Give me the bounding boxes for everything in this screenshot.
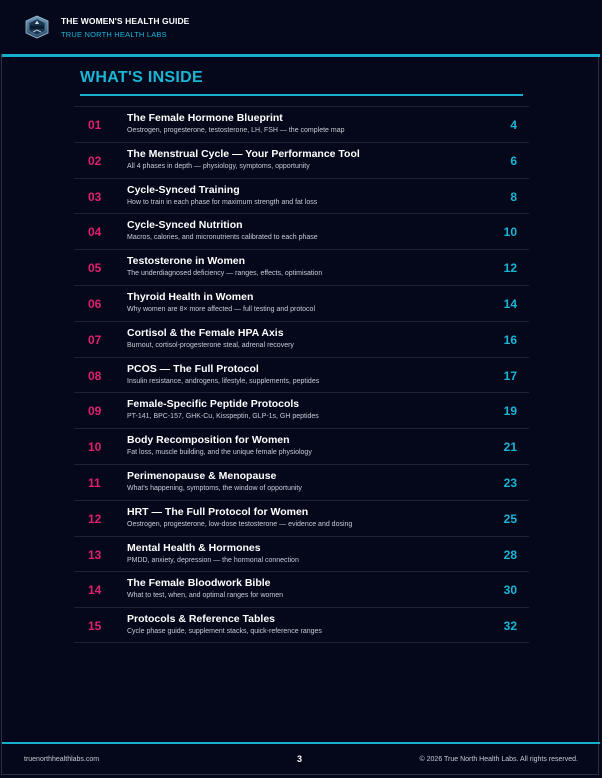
toc-chapter-description: Macros, calories, and micronutrients calibrated to each phase [127, 234, 318, 242]
toc-chapter-description: Cycle phase guide, supplement stacks, quick-reference ranges [127, 628, 322, 636]
toc-page-number: 23 [503, 475, 517, 490]
toc-row[interactable] [74, 321, 529, 357]
toc-page-number: 30 [503, 583, 517, 598]
toc-chapter-title: The Female Hormone Blueprint [127, 112, 283, 124]
toc-page-number: 25 [503, 511, 517, 526]
toc-row[interactable] [74, 285, 529, 321]
toc-chapter-description: Why women are 8× more affected — full testing and protocol [127, 305, 315, 313]
toc-page-number: 21 [503, 440, 517, 455]
footer-website: truenorthhealthlabs.com [24, 756, 100, 763]
toc-page-number: 12 [503, 261, 517, 276]
toc-row[interactable] [74, 178, 529, 214]
toc-chapter-title: Perimenopause & Menopause [127, 469, 277, 482]
toc-page-number: 8 [510, 189, 517, 204]
toc-page-number: 17 [503, 368, 517, 383]
toc-chapter-number: 01 [88, 118, 102, 132]
toc-chapter-number: 15 [88, 619, 102, 634]
toc-page-number: 28 [503, 547, 517, 562]
toc-page-number: 19 [503, 404, 517, 419]
toc-chapter-description: What's happening, symptoms, the window of opportunity [127, 484, 302, 492]
toc-chapter-description: Insulin resistance, androgens, lifestyle, supplements, peptides [127, 377, 320, 385]
toc-chapter-title: Cycle-Synced Training [127, 183, 240, 196]
guide-title: THE WOMEN'S HEALTH GUIDE [61, 16, 190, 26]
toc-page-number: 6 [510, 153, 517, 168]
toc-chapter-number: 13 [88, 547, 102, 562]
toc-title: WHAT'S INSIDE [80, 69, 203, 86]
toc-title-divider [80, 94, 523, 96]
toc-row[interactable] [74, 464, 529, 500]
footer-copyright: © 2026 True North Health Labs. All rights reserved. [419, 756, 578, 763]
toc-chapter-number: 12 [88, 511, 102, 526]
toc-chapter-description: Burnout, cortisol-progesterone steal, adrenal recovery [127, 341, 294, 349]
toc-row[interactable] [74, 249, 529, 285]
toc-row[interactable] [74, 428, 529, 464]
toc-row[interactable] [74, 571, 529, 607]
toc-chapter-description: PT-141, BPC-157, GHK-Cu, Kisspeptin, GLP-1s, GH peptides [127, 413, 319, 421]
toc-chapter-title: The Female Bloodwork Bible [127, 577, 271, 590]
header-divider [2, 54, 600, 57]
toc-chapter-number: 08 [88, 368, 102, 383]
toc-chapter-description: Oestrogen, progesterone, testosterone, LH, FSH — the complete map [127, 127, 345, 134]
toc-chapter-number: 10 [88, 440, 102, 455]
toc-page-number: 16 [503, 332, 517, 347]
toc-chapter-title: The Menstrual Cycle — Your Performance Tool [127, 147, 360, 160]
toc-row[interactable] [74, 536, 529, 572]
toc-chapter-number: 07 [88, 332, 102, 347]
toc-chapter-title: Protocols & Reference Tables [127, 613, 276, 626]
toc-page-number: 4 [510, 118, 517, 132]
toc-chapter-number: 14 [88, 583, 102, 598]
toc-chapter-description: Oestrogen, progesterone, low-dose testosterone — evidence and dosing [127, 520, 353, 528]
toc-page-number: 14 [503, 296, 517, 311]
toc-chapter-number: 11 [88, 475, 101, 490]
toc-chapter-title: Body Recomposition for Women [127, 434, 290, 447]
toc-chapter-title: Testosterone in Women [127, 255, 246, 268]
toc-row[interactable] [74, 142, 529, 178]
toc-chapter-description: How to train in each phase for maximum strength and fat loss [127, 198, 318, 206]
toc-page-number: 10 [503, 225, 517, 240]
toc-chapter-title: Thyroid Health in Women [127, 290, 254, 303]
toc-row[interactable] [74, 500, 529, 536]
toc-chapter-number: 02 [88, 153, 102, 168]
toc-chapter-description: Fat loss, muscle building, and the unique female physiology [127, 449, 312, 457]
toc-row[interactable] [74, 392, 529, 428]
brand-logo-icon [24, 15, 50, 39]
toc-page-number: 32 [503, 619, 517, 634]
toc-list [74, 106, 529, 643]
toc-row[interactable] [74, 357, 529, 393]
toc-chapter-title: Cortisol & the Female HPA Axis [127, 326, 284, 339]
toc-chapter-description: All 4 phases in depth — physiology, symptoms, opportunity [127, 162, 310, 170]
toc-chapter-title: HRT — The Full Protocol for Women [127, 505, 309, 518]
toc-chapter-number: 09 [88, 404, 102, 419]
footer-divider [2, 742, 600, 744]
toc-chapter-description: PMDD, anxiety, depression — the hormonal connection [127, 556, 299, 564]
toc-chapter-title: PCOS — The Full Protocol [127, 362, 259, 375]
toc-chapter-title: Female-Specific Peptide Protocols [127, 398, 300, 411]
toc-row[interactable] [74, 213, 529, 249]
toc-chapter-title: Cycle-Synced Nutrition [127, 219, 243, 232]
toc-chapter-number: 05 [88, 261, 102, 276]
brand-name: TRUE NORTH HEALTH LABS [61, 30, 167, 39]
toc-chapter-number: 06 [88, 296, 102, 311]
footer-page-number: 3 [297, 754, 303, 764]
page-header [0, 0, 602, 54]
toc-chapter-number: 04 [88, 225, 102, 240]
toc-chapter-title: Mental Health & Hormones [127, 541, 261, 554]
toc-chapter-description: The underdiagnosed deficiency — ranges, effects, optimisation [127, 270, 323, 278]
toc-chapter-description: What to test, when, and optimal ranges for women [127, 592, 284, 600]
toc-row[interactable] [74, 106, 529, 142]
toc-chapter-number: 03 [88, 189, 102, 204]
toc-row[interactable] [74, 607, 529, 643]
